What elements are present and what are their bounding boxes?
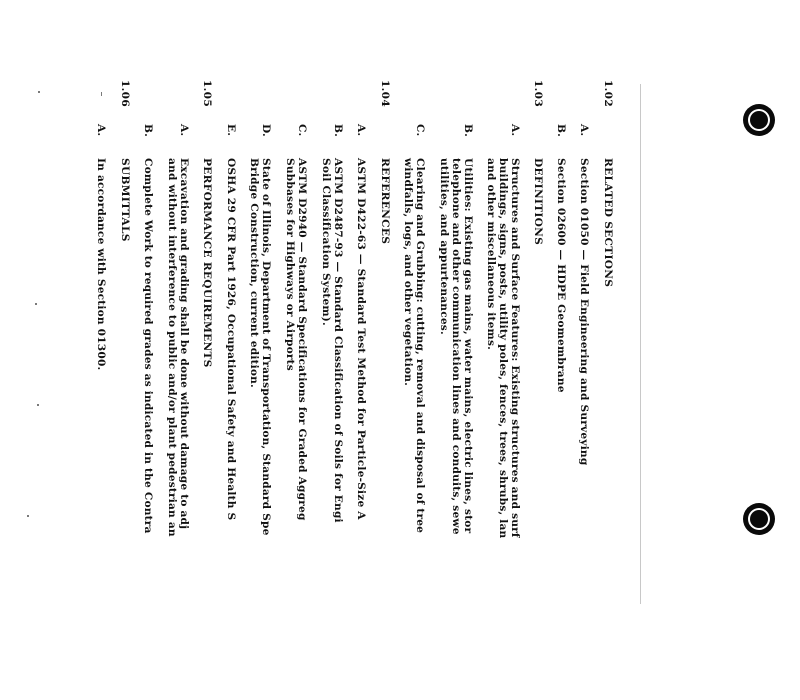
item-1-03-b-line-1 xyxy=(462,158,474,533)
section-number: 1.04 xyxy=(379,80,391,108)
rotated-document xyxy=(58,80,618,700)
item-1-03-b-line-3 xyxy=(438,158,450,335)
item-1-04-c-line-1 xyxy=(296,158,308,521)
item-letter: A. xyxy=(355,124,367,137)
item-1-05-b-text xyxy=(142,158,154,534)
item-1-02-b-text xyxy=(555,158,567,393)
section-1-03-title xyxy=(532,158,544,245)
section-title: DEFINITIONS xyxy=(532,158,544,246)
scan-speck xyxy=(38,91,40,93)
item-1-03-a-line-1 xyxy=(509,158,521,538)
item-1-04-d-line-1 xyxy=(260,158,272,536)
item-text: and without interference to public and/or plant pedestrian an xyxy=(166,158,178,537)
section-1-05-title xyxy=(201,158,213,368)
binder-hole-bottom xyxy=(743,503,775,535)
item-1-04-c-letter xyxy=(296,124,308,136)
section-number: 1.03 xyxy=(532,80,544,108)
section-1-05-heading xyxy=(201,80,213,107)
scan-speck xyxy=(27,515,29,517)
item-text: Utilities: Existing gas mains, water mains, electric lines, stor xyxy=(462,158,474,534)
item-1-02-a-letter xyxy=(578,124,590,136)
section-title: SUBMITTALS xyxy=(119,158,131,242)
scan-speck xyxy=(35,303,37,305)
item-text: and other miscellaneous items. xyxy=(485,158,497,351)
item-text: ASTM D422-63 — Standard Test Method for Particle-Size A xyxy=(355,158,367,520)
section-title: REFERENCES xyxy=(379,158,391,245)
item-letter: B. xyxy=(332,124,344,138)
item-letter: A. xyxy=(95,124,107,137)
item-1-04-d-line-2 xyxy=(248,158,260,388)
item-1-06-a-letter xyxy=(95,124,107,136)
item-text: Section 01050 — Field Engineering and Surveying xyxy=(578,158,590,466)
item-text: Section 02600 — HDPE Geomembrane xyxy=(555,158,567,393)
item-text: Excavation and grading shall be done without damage to adj xyxy=(178,158,190,530)
section-1-02-heading xyxy=(602,80,614,107)
item-text: State of Illinois, Department of Transportation, Standard Spe xyxy=(260,158,272,536)
item-1-05-a-line-2 xyxy=(166,158,178,537)
section-number: 1.05 xyxy=(201,80,213,108)
item-1-04-b-line-2 xyxy=(320,158,332,326)
item-text: Complete Work to required grades as indicated in the Contra xyxy=(142,158,154,534)
item-text: OSHA 29 CFR Part 1926, Occupational Safety and Health S xyxy=(225,158,237,521)
item-text: ASTM D2940 — Standard Specifications for Graded Aggreg xyxy=(296,158,308,521)
item-1-03-a-letter xyxy=(509,124,521,136)
section-1-04-title xyxy=(379,158,391,244)
item-1-02-a-text xyxy=(578,158,590,465)
section-1-06-title xyxy=(119,158,131,242)
item-1-03-c-letter xyxy=(414,124,426,136)
item-letter: B. xyxy=(555,124,567,138)
item-letter: A. xyxy=(578,124,590,137)
item-letter: C. xyxy=(414,124,426,137)
item-text: In accordance with Section 01300. xyxy=(95,158,107,371)
section-number: 1.02 xyxy=(602,80,614,108)
item-1-05-a-letter xyxy=(178,124,190,136)
item-1-05-a-line-1 xyxy=(178,158,190,529)
item-letter: A. xyxy=(178,124,190,137)
section-1-02-title xyxy=(602,158,614,287)
item-text: Subbases for Highways or Airports xyxy=(284,158,296,371)
item-text: telephone and other communication lines and conduits, sewe xyxy=(450,158,462,535)
item-letter: A. xyxy=(509,124,521,137)
item-1-03-c-line-1 xyxy=(414,158,426,533)
item-text: Clearing and Grubbing: cutting, removal and disposal of tree xyxy=(414,158,426,534)
item-1-02-b-letter xyxy=(555,124,567,137)
item-text: Bridge Construction, current edition. xyxy=(248,158,260,388)
section-1-03-heading xyxy=(532,80,544,107)
item-1-06-a-text xyxy=(95,158,107,370)
item-letter: D. xyxy=(260,124,272,137)
item-1-03-b-line-2 xyxy=(450,158,462,535)
item-1-04-b-line-1 xyxy=(332,158,344,523)
item-letter: E. xyxy=(225,124,237,137)
item-1-04-a-text xyxy=(355,158,367,520)
item-text: Structures and Surface Features: Existing structures and surf xyxy=(509,158,521,538)
item-1-05-b-letter xyxy=(142,124,154,137)
item-1-03-a-line-3 xyxy=(485,158,497,350)
item-letter: B. xyxy=(462,124,474,138)
section-title: RELATED SECTIONS xyxy=(602,158,614,288)
item-1-03-b-letter xyxy=(462,124,474,137)
scan-speck xyxy=(37,404,39,406)
item-1-04-b-letter xyxy=(332,124,344,137)
item-text: buildings, signs, posts, utility poles, fences, trees, shrubs, lan xyxy=(497,158,509,539)
item-text: ASTM D2487-93 — Standard Classification of Soils for Engi xyxy=(332,158,344,523)
item-1-04-e-text xyxy=(225,158,237,520)
item-1-04-c-line-2 xyxy=(284,158,296,371)
item-text: windfalls, logs, and other vegetation. xyxy=(402,158,414,387)
binder-hole-top xyxy=(743,104,775,136)
page-margin-line xyxy=(640,84,641,604)
section-1-04-heading xyxy=(379,80,391,107)
item-text: Soil Classification System). xyxy=(320,158,332,326)
item-1-04-d-letter xyxy=(260,124,272,137)
section-number: 1.06 xyxy=(119,80,131,108)
section-title: PERFORMANCE REQUIREMENTS xyxy=(201,158,213,368)
item-text: utilities, and appurtenances. xyxy=(438,158,450,335)
item-1-04-e-letter xyxy=(225,124,237,136)
item-1-03-a-line-2 xyxy=(497,158,509,538)
item-1-04-a-letter xyxy=(355,124,367,136)
item-1-03-c-line-2 xyxy=(402,158,414,386)
item-letter: B. xyxy=(142,124,154,138)
section-1-06-heading xyxy=(119,80,131,107)
item-letter: C. xyxy=(296,124,308,137)
